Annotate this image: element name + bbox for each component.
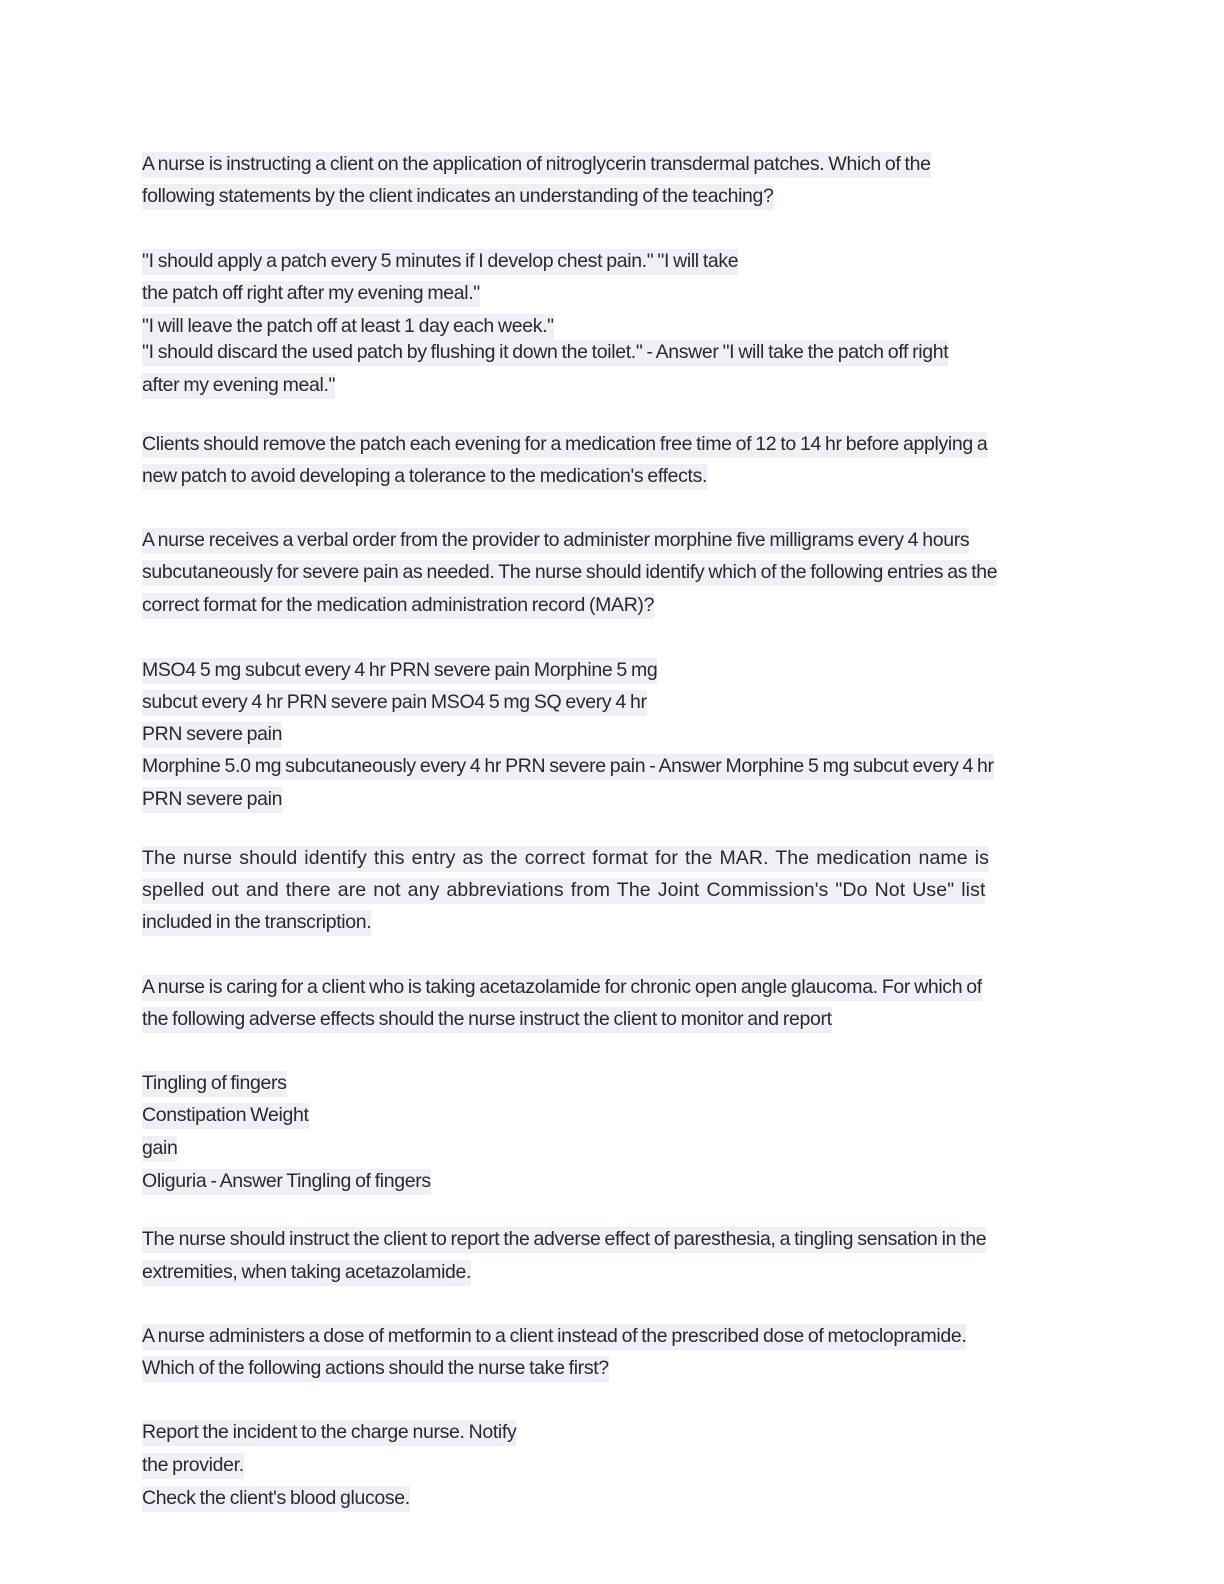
q3-answer-line: Oliguria - Answer Tingling of fingers [142, 1165, 431, 1197]
q2-rationale-line-2: spelled out and there are not any abbreviations from The Joint Commission's "Do Not Use" list [142, 874, 985, 906]
q1-rationale-line-1: Clients should remove the patch each evening for a medication free time of 12 to 14 hr before applying a [142, 428, 987, 460]
q3-stem-line-2: the following adverse effects should the nurse instruct the client to monitor and report [142, 1003, 832, 1035]
q3-option-line-3: gain [142, 1132, 177, 1164]
q4-option-line-2: the provider. [142, 1449, 244, 1481]
q2-stem-line-2: subcutaneously for severe pain as needed. The nurse should identify which of the following entries as the [142, 556, 997, 588]
q1-stem-line-2: following statements by the client indicates an understanding of the teaching? [142, 180, 774, 212]
q2-option-line-1: MSO4 5 mg subcut every 4 hr PRN severe pain Morphine 5 mg [142, 654, 657, 686]
q2-answer-line-2: PRN severe pain [142, 783, 282, 815]
q1-option-line-3: "I will leave the patch off at least 1 day each week." [142, 310, 554, 342]
q1-option-line-2: the patch off right after my evening meal." [142, 277, 480, 309]
q4-stem-line-2: Which of the following actions should the nurse take first? [142, 1352, 609, 1384]
q2-answer-line-1: Morphine 5.0 mg subcutaneously every 4 hr PRN severe pain - Answer Morphine 5 mg subcut every 4 hr [142, 750, 994, 782]
q2-rationale-line-1: The nurse should identify this entry as the correct format for the MAR. The medication name is [142, 842, 989, 874]
q1-answer-line-1: "I should discard the used patch by flushing it down the toilet." - Answer "I will take the patch off right [142, 336, 948, 368]
q2-option-line-2: subcut every 4 hr PRN severe pain MSO4 5 mg SQ every 4 hr [142, 686, 647, 718]
q1-rationale-line-2: new patch to avoid developing a tolerance to the medication's effects. [142, 460, 707, 492]
q3-stem-line-1: A nurse is caring for a client who is taking acetazolamide for chronic open angle glaucoma. For which of [142, 971, 982, 1003]
q1-answer-line-2: after my evening meal." [142, 369, 335, 401]
q1-stem-line-1: A nurse is instructing a client on the application of nitroglycerin transdermal patches. Which of the [142, 148, 931, 180]
q2-option-line-3: PRN severe pain [142, 718, 282, 750]
q4-option-line-1: Report the incident to the charge nurse. Notify [142, 1416, 516, 1448]
q3-rationale-line-1: The nurse should instruct the client to report the adverse effect of paresthesia, a tingling sensation in the [142, 1223, 986, 1255]
q3-option-line-2: Constipation Weight [142, 1099, 309, 1131]
q2-stem-line-3: correct format for the medication administration record (MAR)? [142, 589, 654, 621]
q4-option-line-3: Check the client's blood glucose. [142, 1482, 410, 1514]
q3-option-line-1: Tingling of fingers [142, 1067, 287, 1099]
q2-stem-line-1: A nurse receives a verbal order from the provider to administer morphine five milligrams every 4 hours [142, 524, 969, 556]
q3-rationale-line-2: extremities, when taking acetazolamide. [142, 1256, 471, 1288]
q4-stem-line-1: A nurse administers a dose of metformin to a client instead of the prescribed dose of metoclopramide. [142, 1320, 966, 1352]
q1-option-line-1: "I should apply a patch every 5 minutes if I develop chest pain." "I will take [142, 245, 738, 277]
q2-rationale-line-3: included in the transcription. [142, 906, 371, 938]
